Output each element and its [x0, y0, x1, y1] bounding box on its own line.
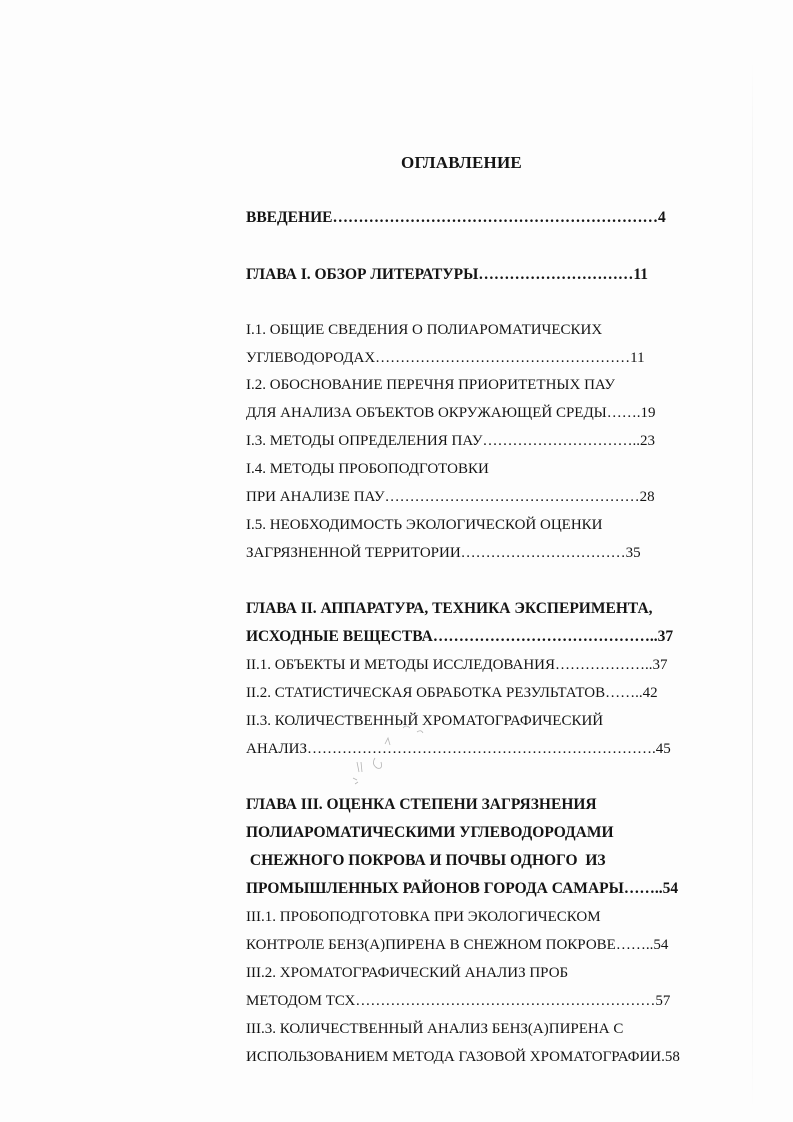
toc-entry-chapter-3-line-1: ГЛАВА III. ОЦЕНКА СТЕПЕНИ ЗАГРЯЗНЕНИЯ [246, 796, 597, 813]
toc-entry-section-2-3-line-1: II.3. КОЛИЧЕСТВЕННЫЙ ХРОМАТОГРАФИЧЕСКИЙ [246, 713, 604, 729]
toc-entry-chapter-2-line-1: ГЛАВА II. АППАРАТУРА, ТЕХНИКА ЭКСПЕРИМЕНТА, [246, 600, 653, 617]
page-title: ОГЛАВЛЕНИЕ [401, 153, 522, 172]
toc-entry-section-3-1-line-2: КОНТРОЛЕ БЕНЗ(А)ПИРЕНА В СНЕЖНОМ ПОКРОВЕ……..54 [246, 937, 669, 953]
stamp-stroke-5 [357, 762, 362, 772]
toc-entry-chapter-3-line-2: ПОЛИАРОМАТИЧЕСКИМИ УГЛЕВОДОРОДАМИ [246, 824, 614, 841]
toc-entry-section-3-2-line-2: МЕТОДОМ ТСХ……………………………………………………57 [246, 993, 671, 1009]
toc-entry-section-2-1: II.1. ОБЪЕКТЫ И МЕТОДЫ ИССЛЕДОВАНИЯ………………..37 [246, 657, 668, 673]
scan-edge-shadow [752, 60, 753, 1110]
toc-entry-chapter-3-line-4: ПРОМЫШЛЕННЫХ РАЙОНОВ ГОРОДА САМАРЫ……..54 [246, 880, 679, 897]
toc-entry-section-1-5-line-2: ЗАГРЯЗНЕННОЙ ТЕРРИТОРИИ……………………………35 [246, 545, 641, 561]
toc-entry-section-2-2: II.2. СТАТИСТИЧЕСКАЯ ОБРАБОТКА РЕЗУЛЬТАТОВ……..42 [246, 685, 658, 701]
toc-entry-section-1-1-line-2: УГЛЕВОДОРОДАХ……………………………………………11 [246, 350, 645, 366]
toc-entry-section-2-3-line-2: АНАЛИЗ…………………………………………………………….45 [246, 741, 671, 757]
toc-entry-section-1-1-line-1: I.1. ОБЩИЕ СВЕДЕНИЯ О ПОЛИАРОМАТИЧЕСКИХ [246, 322, 603, 338]
stamp-stroke-2 [417, 731, 423, 733]
toc-entry-chapter-3-line-3: СНЕЖНОГО ПОКРОВА И ПОЧВЫ ОДНОГО ИЗ [246, 852, 606, 869]
toc-entry-introduction: ВВЕДЕНИЕ………………………………………………………4 [246, 209, 666, 226]
toc-entry-chapter-2-line-2: ИСХОДНЫЕ ВЕЩЕСТВА……………………………………..37 [246, 628, 674, 645]
toc-entry-section-1-4-line-2: ПРИ АНАЛИЗЕ ПАУ……………………………………………28 [246, 489, 655, 505]
toc-entry-section-3-2-line-1: III.2. ХРОМАТОГРАФИЧЕСКИЙ АНАЛИЗ ПРОБ [246, 965, 569, 981]
toc-entry-section-3-1-line-1: III.1. ПРОБОПОДГОТОВКА ПРИ ЭКОЛОГИЧЕСКОМ [246, 909, 601, 925]
toc-entry-section-1-5-line-1: I.5. НЕОБХОДИМОСТЬ ЭКОЛОГИЧЕСКОЙ ОЦЕНКИ [246, 517, 603, 533]
stamp-stroke-4 [373, 758, 381, 768]
toc-entry-section-3-3-line-1: III.3. КОЛИЧЕСТВЕННЫЙ АНАЛИЗ БЕНЗ(А)ПИРЕНА С [246, 1021, 624, 1037]
toc-entry-section-1-4-line-1: I.4. МЕТОДЫ ПРОБОПОДГОТОВКИ [246, 461, 489, 477]
toc-entry-section-1-2-line-1: I.2. ОБОСНОВАНИЕ ПЕРЕЧНЯ ПРИОРИТЕТНЫХ ПАУ [246, 377, 616, 393]
toc-entry-section-1-2-line-2: ДЛЯ АНАЛИЗА ОБЪЕКТОВ ОКРУЖАЮЩЕЙ СРЕДЫ…….19 [246, 405, 656, 421]
toc-entry-section-3-3-line-2: ИСПОЛЬЗОВАНИЕМ МЕТОДА ГАЗОВОЙ ХРОМАТОГРАФИИ.58 [246, 1049, 680, 1065]
toc-entry-section-1-3: I.3. МЕТОДЫ ОПРЕДЕЛЕНИЯ ПАУ…………………………..23 [246, 433, 655, 449]
stamp-stroke-6 [353, 778, 358, 784]
toc-entry-chapter-1: ГЛАВА I. ОБЗОР ЛИТЕРАТУРЫ…………………………11 [246, 266, 649, 283]
